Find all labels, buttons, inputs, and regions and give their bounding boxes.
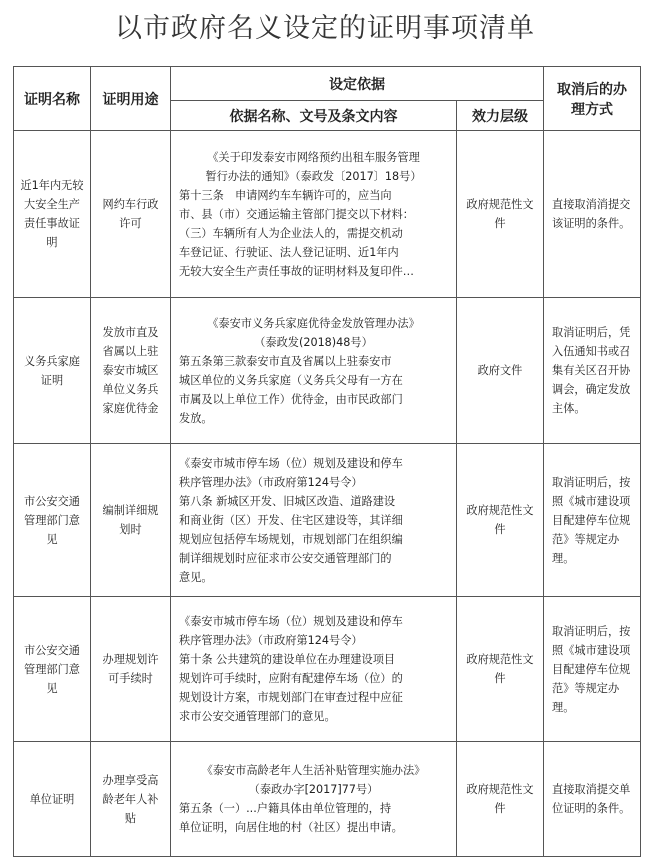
table-row [14, 742, 641, 857]
cell-method: 取消证明后，按照《城市建设项目配建停车位规范》等规定办理。 [544, 444, 641, 597]
header-level: 效力层级 [457, 101, 544, 131]
basis-line: 求市公安交通管理部门的意见。 [179, 710, 336, 723]
basis-line: 发放。 [179, 411, 213, 425]
basis-line: 规划设计方案，市规划部门在审查过程中应征 [179, 691, 403, 704]
basis-line: （三）车辆所有人为企业法人的，需提交机动 [179, 226, 403, 240]
table-row [14, 298, 641, 444]
header-basis: 依据名称、文号及条文内容 [171, 101, 457, 131]
cell-purpose: 办理规划许可手续时 [91, 597, 171, 742]
basis-line: 意见。 [179, 570, 213, 584]
basis-line: 市属及以上单位工作）优待金，由市民政部门 [179, 392, 403, 406]
cell-basis [171, 597, 457, 742]
basis-line: 制详细规划时应征求市公安交通管理部门的 [179, 551, 392, 565]
basis-line: 市、县（市）交通运输主管部门提交以下材料： [179, 207, 414, 221]
basis-line: 单位证明，向居住地的村（社区）提出申请。 [179, 821, 403, 834]
table-row [14, 444, 641, 597]
basis-line: 秩序管理办法》（市政府第124号令） [179, 634, 363, 647]
table-row [14, 597, 641, 742]
header-basis-group: 设定依据 [171, 67, 544, 101]
basis-line: 秩序管理办法》（市政府第124号令） [179, 475, 363, 489]
basis-line: 规划应包括停车场规划，市规划部门在组织编 [179, 532, 403, 546]
cell-name: 义务兵家庭证明 [14, 298, 91, 444]
basis-line: 车登记证、行驶证、法人登记证明、近1年内 [179, 245, 399, 259]
cell-purpose: 编制详细规划时 [91, 444, 171, 597]
basis-line: 第八条 新城区开发、旧城区改造、道路建设 [179, 494, 396, 508]
cell-name: 市公安交通管理部门意见 [14, 444, 91, 597]
basis-line: 暂行办法的通知》（泰政发〔2017〕18号） [205, 169, 422, 183]
certificate-list-table [13, 66, 641, 857]
basis-line: （泰政发(2018)48号） [254, 335, 373, 349]
header-method: 取消后的办理方式 [544, 67, 641, 131]
basis-line: 《泰安市高龄老年人生活补贴管理实施办法》 [201, 764, 426, 777]
basis-line: 《泰安市义务兵家庭优待金发放管理办法》 [207, 316, 420, 330]
cell-method: 直接取消提交单位证明的条件。 [544, 742, 641, 857]
cell-basis [171, 298, 457, 444]
cell-purpose: 办理享受高龄老年人补贴 [91, 742, 171, 857]
basis-line: 城区单位的义务兵家庭（义务兵父母有一方在 [179, 373, 403, 387]
cell-level: 政府规范性文件 [457, 742, 544, 857]
cell-method: 取消证明后，凭入伍通知书或召集有关区召开协调会，确定发放主体。 [544, 298, 641, 444]
cell-basis [171, 131, 457, 298]
cell-method: 直接取消消提交该证明的条件。 [544, 131, 641, 298]
cell-basis [171, 742, 457, 857]
cell-basis [171, 444, 457, 597]
table-header-row [14, 67, 641, 101]
page-title: 以市政府名义设定的证明事项清单 [115, 13, 535, 44]
cell-level: 政府规范性文件 [457, 444, 544, 597]
basis-line: 无较大安全生产责任事故的证明材料及复印件… [179, 264, 414, 278]
basis-line: 第五条第三款泰安市直及省属以上驻泰安市 [179, 354, 392, 368]
table-row [14, 131, 641, 298]
cell-level: 政府规范性文件 [457, 597, 544, 742]
cell-level: 政府规范性文件 [457, 131, 544, 298]
header-name: 证明名称 [14, 67, 91, 131]
header-purpose: 证明用途 [91, 67, 171, 131]
basis-line: 和商业街（区）开发、住宅区建设等，其详细 [179, 513, 403, 527]
cell-name: 市公安交通管理部门意见 [14, 597, 91, 742]
basis-line: 《泰安市城市停车场（位）规划及建设和停车 [179, 615, 403, 628]
cell-method: 取消证明后，按照《城市建设项目配建停车位规范》等规定办理。 [544, 597, 641, 742]
basis-line: 第五条（一）...户籍具体由单位管理的，持 [179, 802, 392, 815]
cell-purpose: 发放市直及省属以上驻泰安市城区单位义务兵家庭优待金 [91, 298, 171, 444]
basis-line: 第十条 公共建筑的建设单位在办理建设项目 [179, 653, 396, 666]
basis-line: 第十三条 申请网约车车辆许可的，应当向 [179, 188, 392, 202]
basis-line: （泰政办字[2017]77号） [248, 783, 379, 796]
cell-level: 政府文件 [457, 298, 544, 444]
cell-name: 单位证明 [14, 742, 91, 857]
cell-purpose: 网约车行政许可 [91, 131, 171, 298]
basis-line: 《泰安市城市停车场（位）规划及建设和停车 [179, 456, 403, 470]
cell-name: 近1年内无较大安全生产责任事故证明 [14, 131, 91, 298]
basis-line: 《关于印发泰安市网络预约出租车服务管理 [207, 150, 420, 164]
basis-line: 规划许可手续时，应附有配建停车场（位）的 [179, 672, 403, 685]
